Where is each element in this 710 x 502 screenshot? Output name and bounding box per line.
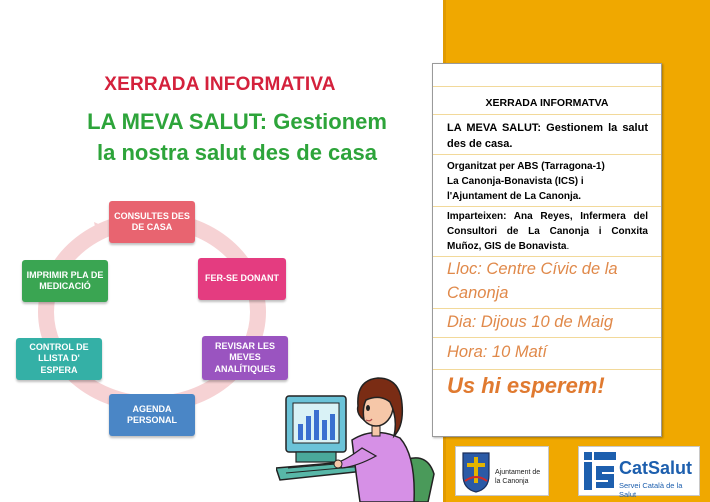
cycle-node-donant: FER-SE DONANT xyxy=(198,258,286,300)
card-organizer xyxy=(447,159,648,204)
info-card xyxy=(432,63,662,437)
card-rule xyxy=(433,154,661,155)
headline-line-1: LA MEVA SALUT: Gestionem xyxy=(87,109,387,134)
card-rule xyxy=(433,369,661,370)
cycle-node-agenda: AGENDA PERSONAL xyxy=(109,394,195,436)
catsalut-logo xyxy=(578,446,700,499)
card-title: XERRADA INFORMATVA xyxy=(485,97,609,109)
catsalut-name: CatSalut xyxy=(619,458,693,478)
card-rule xyxy=(433,114,661,115)
ajuntament-text xyxy=(495,468,540,486)
headline-line-2: la nostra salut des de casa xyxy=(96,140,378,165)
card-organizer-line-3: l'Ajuntament de La Canonja. xyxy=(447,191,582,202)
cycle-node-consultes: CONSULTES DES DE CASA xyxy=(109,201,195,243)
card-speakers: Imparteixen: Ana Reyes, Infermera del Consultori de La Canonja i Conxita Muñoz, GIS de Bonavista. xyxy=(447,211,648,252)
card-rule xyxy=(433,337,661,338)
ajuntament-logo xyxy=(455,446,549,496)
woman-computer-illustration xyxy=(276,356,436,502)
cycle-node-medicacio: IMPRIMIR PLA DE MEDICACIÓ xyxy=(22,260,108,302)
poster-kicker: XERRADA INFORMATIVA xyxy=(104,74,336,95)
card-speakers-text: Imparteixen: Ana Reyes, Infermera del Consultori de La Canonja i Conxita Muñoz, GIS de Bonavista xyxy=(447,211,648,252)
card-organizer-line-1: Organitzat per ABS (Tarragona-1) xyxy=(447,161,605,172)
ajuntament-shield-icon xyxy=(461,451,491,493)
card-rule xyxy=(433,206,661,207)
card-cta: Us hi esperem! xyxy=(447,373,605,398)
ajuntament-line-2: la Canonja xyxy=(495,478,529,485)
cycle-node-llista-espera: CONTROL DE LLISTA D' ESPERA xyxy=(16,338,102,380)
catsalut-mark-icon xyxy=(584,452,616,490)
card-day: Dia: Dijous 10 de Maig xyxy=(447,313,613,331)
card-rule xyxy=(433,308,661,309)
card-rule xyxy=(433,86,661,87)
card-subtitle: LA MEVA SALUT: Gestionem la salut des de casa. xyxy=(447,122,648,150)
catsalut-subtitle: Servei Català de la Salut xyxy=(619,481,683,499)
cycle-node-analitiques: REVISAR LES MEVES ANALÍTIQUES xyxy=(202,336,288,380)
poster-headline xyxy=(0,106,474,168)
card-organizer-line-2: La Canonja-Bonavista (ICS) i xyxy=(447,176,584,187)
card-place: Lloc: Centre Cívic de la Canonja xyxy=(447,260,618,302)
ajuntament-line-1: Ajuntament de xyxy=(495,469,541,476)
card-time: Hora: 10 Matí xyxy=(447,343,547,361)
